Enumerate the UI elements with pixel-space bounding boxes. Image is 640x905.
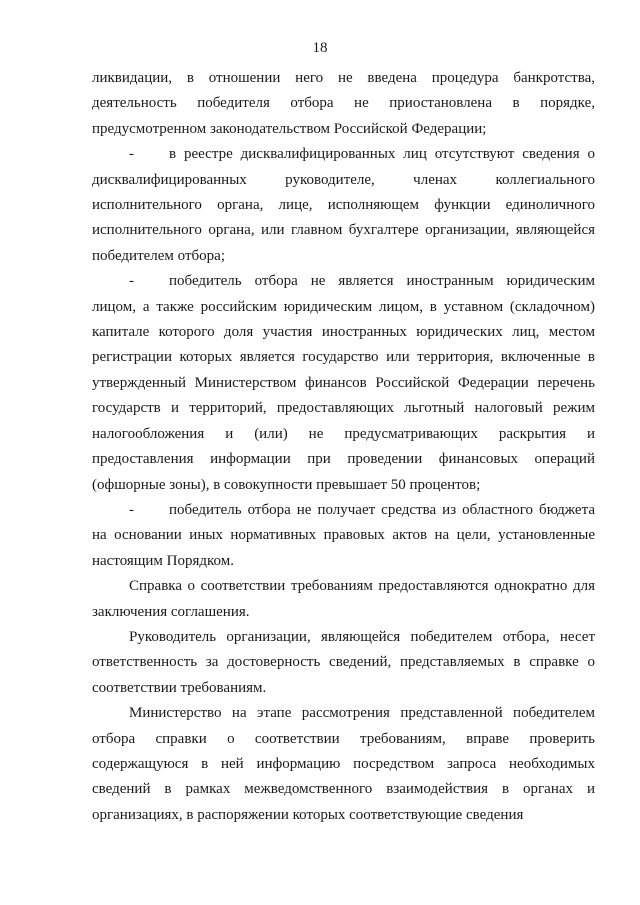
- bullet-text: победитель отбора не получает средства из областного бюджета на основании иных нормативных правовых актов на цели, установленные настоящим Порядком.: [92, 501, 595, 569]
- bullet-dash: -: [129, 146, 134, 163]
- paragraph-continuation: [92, 66, 595, 142]
- paragraph: [92, 625, 595, 701]
- bullet-item: [92, 142, 595, 269]
- paragraph-text: Руководитель организации, являющейся победителем отбора, несет ответственность за достоверность сведений, представляемых в справке о соответствии требованиям.: [92, 628, 595, 696]
- paragraph: [92, 701, 595, 828]
- page-number: 18: [312, 40, 328, 56]
- paragraph: [92, 574, 595, 625]
- paragraph-text: Министерство на этапе рассмотрения представленной победителем отбора справки о соответствии требованиям, вправе проверить содержащуюся в ней информацию посредством запроса необходимых сведений в рамках межведомственного взаимодействия в органах и организациях, в распоряжении которых соответствующие сведения: [92, 705, 595, 823]
- bullet-item: [92, 498, 595, 574]
- bullet-dash: -: [129, 501, 134, 518]
- bullet-text: в реестре дисквалифицированных лиц отсутствуют сведения о дисквалифицированных руководителе, членах коллегиального исполнительного органа, лице, исполняющем функции единоличного исполнительного органа, или главном бухгалтере организации, являющейся победителем отбора;: [92, 146, 595, 264]
- bullet-dash: -: [129, 273, 134, 290]
- paragraph-text: Справка о соответствии требованиям предоставляются однократно для заключения соглашения.: [92, 578, 595, 620]
- document-body: [92, 66, 595, 828]
- paragraph-text: ликвидации, в отношении него не введена процедура банкротства, деятельность победителя отбора не приостановлена в порядке, предусмотренном законодательством Российской Федерации;: [92, 70, 595, 137]
- bullet-item: [92, 269, 595, 498]
- bullet-text: победитель отбора не является иностранным юридическим лицом, а также российским юридическим лицом, в уставном (складочном) капитале которого доля участия иностранных юридических лиц, местом регистрации которых является государство или территория, включенные в утвержденный Министерством финансов Российской Федерации перечень государств и территорий, предоставляющих льготный налоговый режим налогообложения и (или) не предусматривающих раскрытия и предоставления информации при проведении финансовых операций (офшорные зоны), в совокупности превышает 50 процентов;: [92, 273, 595, 493]
